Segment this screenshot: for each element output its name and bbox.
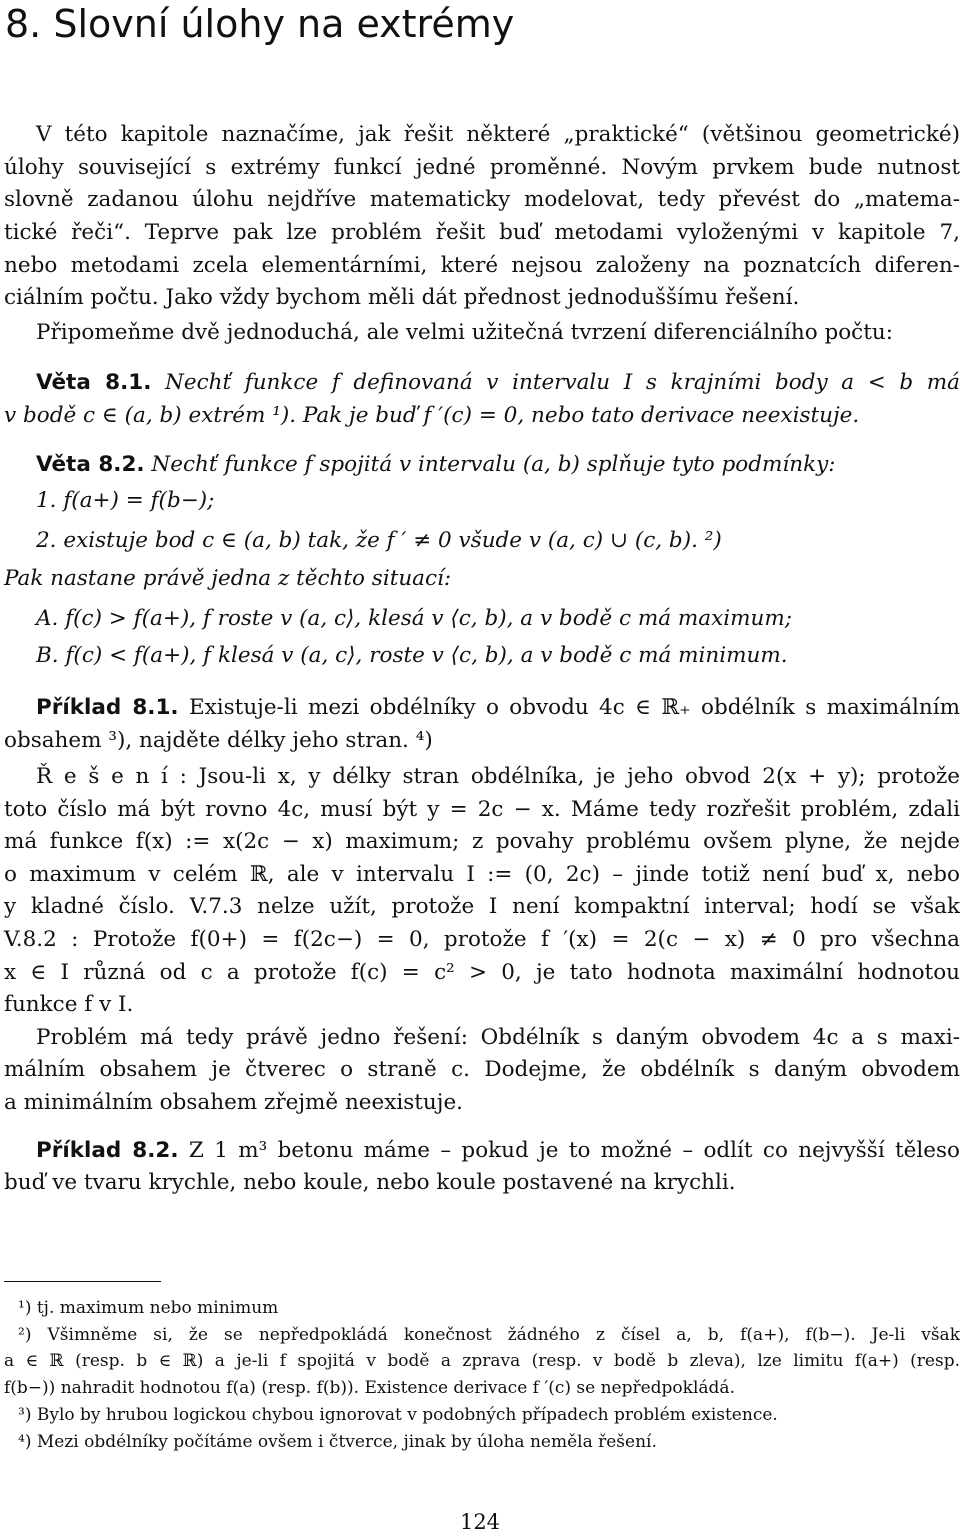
condition-2-text: 2. existuje bod c ∈ (a, b) tak, že f ′ ≠ 0 všude v (a, c) ∪ (c, b). ²) [36, 528, 722, 553]
theorem-8-1-line-2 [4, 403, 960, 428]
solution-line-4: o maximum v celém ℝ, ale v intervalu I := (0, 2c) – jinde totiž není buď x, nebo [4, 862, 960, 887]
footnote-2-line-3: f(b−)) nahradit hodnotou f(a) (resp. f(b)). Existence derivace f ′(c) se nepředpokládá. [4, 1378, 735, 1398]
footnote-3: ³) Bylo by hrubou logickou chybou ignorovat v podobných případech problém existence. [18, 1405, 778, 1425]
footnote-1: ¹) tj. maximum nebo minimum [18, 1298, 279, 1318]
example-8-2-label: Příklad 8.2. [36, 1138, 179, 1163]
condition-1-text: 1. f(a+) = f(b−); [36, 488, 215, 513]
reminder-line: Připomeňme dvě jednoduchá, ale velmi užitečná tvrzení diferenciálního počtu: [36, 320, 893, 345]
solution-line-8: funkce f v I. [4, 992, 134, 1017]
theorem-8-2-condition-2 [36, 528, 960, 553]
solution-line-3: má funkce f(x) := x(2c − x) maximum; z povahy problému ovšem plyne, že nejde [4, 829, 960, 854]
conclusion-line-1: Problém má tedy právě jedno řešení: Obdélník s daným obvodem 4c a s maxi- [36, 1025, 960, 1050]
theorem-8-2-case-b [36, 643, 960, 668]
footnote-2-line-2: a ∈ ℝ (resp. b ∈ ℝ) a je-li f spojitá v bodě a zprava (resp. v bodě b zleva), lze limitu f(a+) (resp. [4, 1351, 960, 1371]
chapter-heading: 8. Slovní úlohy na extrémy [5, 2, 515, 46]
solution-line-1: Ř e š e n í : Jsou-li x, y délky stran obdélníka, je jeho obvod 2(x + y); protože [36, 764, 960, 789]
case-b-text: B. f(c) < f(a+), f klesá v (a, c⟩, roste v ⟨c, b), a v bodě c má minimum. [36, 643, 788, 668]
theorem-8-2-text-1: Nechť funkce f spojitá v intervalu (a, b) splňuje tyto podmínky: [151, 452, 836, 477]
theorem-8-1-label: Věta 8.1. [36, 370, 152, 395]
theorem-8-2-case-a [36, 606, 960, 631]
case-a-text: A. f(c) > f(a+), f roste v (a, c⟩, klesá v ⟨c, b), a v bodě c má maximum; [36, 606, 792, 631]
example-8-1-label: Příklad 8.1. [36, 695, 179, 720]
intro-line-5: nebo metodami zcela elementárními, které nejsou založeny na poznatcích diferen- [4, 253, 960, 278]
theorem-8-1-line-1 [36, 370, 960, 395]
conclusion-text: Pak nastane právě jedna z těchto situací: [4, 566, 452, 591]
theorem-8-1-text-1: Nechť funkce f definovaná v intervalu I s krajními body a < b má [165, 370, 960, 395]
conclusion-line-3: a minimálním obsahem zřejmě neexistuje. [4, 1090, 463, 1115]
example-8-1-text-1: Existuje-li mezi obdélníky o obvodu 4c ∈ ℝ₊ obdélník s maximálním [188, 695, 960, 720]
intro-line-2: úlohy související s extrémy funkcí jedné proměnné. Novým prvkem bude nutnost [4, 155, 960, 180]
footnote-2-line-1: ²) Všimněme si, že se nepředpokládá konečnost žádného z čísel a, b, f(a+), f(b−). Je-li však [18, 1325, 960, 1345]
intro-line-1: V této kapitole naznačíme, jak řešit některé „praktické“ (většinou geometrické) [36, 122, 960, 147]
intro-line-6: ciálním počtu. Jako vždy bychom měli dát přednost jednoduššímu řešení. [4, 285, 800, 310]
footnote-4: ⁴) Mezi obdélníky počítáme ovšem i čtverce, jinak by úloha neměla řešení. [18, 1432, 657, 1452]
solution-line-7: x ∈ I různá od c a protože f(c) = c² > 0, je tato hodnota maximální hodnotou [4, 960, 960, 985]
example-8-1-line-2: obsahem ³), najděte délky jeho stran. ⁴) [4, 728, 433, 753]
theorem-8-2-conclusion [4, 566, 960, 591]
theorem-8-1-text-2: v bodě c ∈ (a, b) extrém ¹). Pak je buď f ′(c) = 0, nebo tato derivace neexistuje. [4, 403, 860, 428]
example-8-1-line-1 [36, 695, 960, 720]
example-8-2-text-1: Z 1 m³ betonu máme – pokud je to možné – odlít co nejvyšší těleso [188, 1138, 960, 1163]
theorem-8-2-line-1 [36, 452, 960, 477]
solution-line-5: y kladné číslo. V.7.3 nelze užít, protože I není kompaktní interval; hodí se však [4, 894, 960, 919]
example-8-2-line-2: buď ve tvaru krychle, nebo koule, nebo koule postavené na krychli. [4, 1170, 736, 1195]
intro-line-3: slovně zadanou úlohu nejdříve matematicky modelovat, tedy převést do „matema- [4, 187, 960, 212]
theorem-8-2-label: Věta 8.2. [36, 452, 145, 477]
page-number: 124 [459, 1510, 501, 1534]
example-8-2-line-1 [36, 1138, 960, 1163]
footnote-rule [4, 1281, 161, 1282]
solution-line-6: V.8.2 : Protože f(0+) = f(2c−) = 0, protože f ′(x) = 2(c − x) ≠ 0 pro všechna [4, 927, 960, 952]
solution-line-2: toto číslo má být rovno 4c, musí být y = 2c − x. Máme tedy rozřešit problém, zdali [4, 797, 960, 822]
intro-line-4: tické řeči“. Teprve pak lze problém řešit buď metodami vyloženými v kapitole 7, [4, 220, 960, 245]
conclusion-line-2: málním obsahem je čtverec o straně c. Dodejme, že obdélník s daným obvodem [4, 1057, 960, 1082]
theorem-8-2-condition-1 [36, 488, 960, 513]
